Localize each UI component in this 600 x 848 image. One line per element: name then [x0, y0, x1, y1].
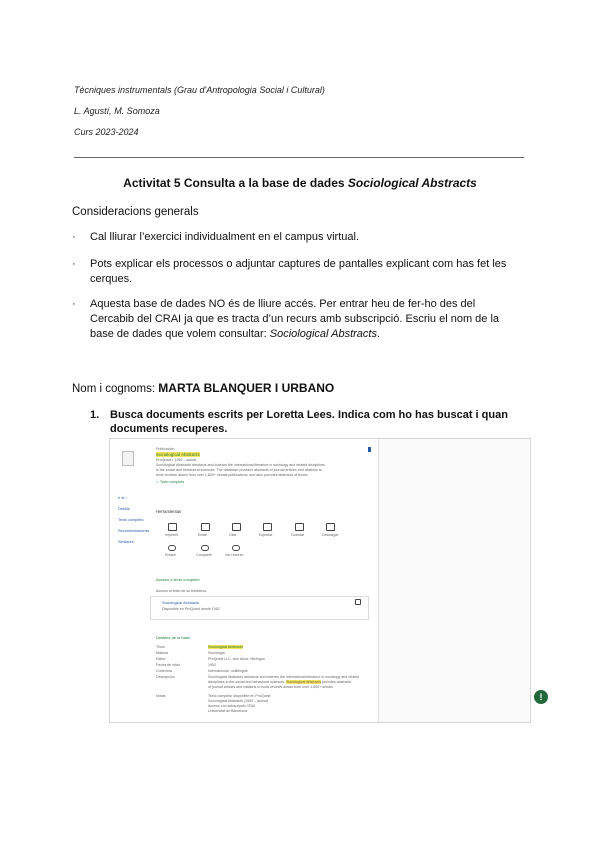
download-icon[interactable]	[326, 523, 335, 531]
export-icon[interactable]	[263, 523, 272, 531]
title-db: Sociological Abstracts	[347, 176, 477, 190]
side-link[interactable]: Similares	[118, 540, 134, 544]
print-icon[interactable]	[168, 523, 177, 531]
email-icon[interactable]	[201, 523, 210, 531]
link-icon[interactable]	[201, 545, 209, 551]
header-year: Curs 2023-2024	[74, 127, 139, 137]
document-icon	[122, 451, 134, 466]
right-panel	[378, 439, 529, 722]
view-icon[interactable]	[232, 545, 240, 551]
share-icon[interactable]	[168, 545, 176, 551]
db-link[interactable]: Sociological Abstracts	[156, 452, 200, 457]
tools-label: Herramientas	[156, 509, 182, 514]
search-screenshot: Publicación Sociological Abstracts ProQuest ▪ 1952 – actual Sociological Abstracts abstracts and indexes the international literature in sociology and related disciplines in the social and behavioral sciences. The database provides abstracts of journal articles and citations to book reviews drawn from over 1,800+ serials publications, and also provides abstracts of books ✓ Texto completo Ir al ↑ Detalls Texto completo Recomendaciones Similares Herramientas Imprimir Email Citar Exportar Guardar Descargar Enlace Compartir Ver recurso Acceso a texto completo Acceso al texto de su biblioteca Sociological Abstracts Disponible en ProQuest desde 1952 Detalles de la base Título Sociological Abstracts Materia Sociología Editor ProQuest LLC, Ann Arbor, Michigan Fecha de inicio 1952 Cobertura Internacional, multilingüe Descripción Sociological Abstracts abstracts and indexes the international literature in sociology and related disciplines in the social and behavioral sciences. Sociological Abstracts provides abstracts of journal articles and citations to book reviews drawn from over 1,800+ serials Notas Texto completo disponible en ProQuest Sociological Abstracts (1952 – actual) Acceso con subscripció CRAI Universitat de Barcelona	[109, 438, 531, 723]
bullet-marker: ·	[72, 258, 76, 270]
bullet-text: Pots explicar els processos o adjuntar captures de pantalles explicant com has fet les cerques.	[90, 258, 507, 285]
header-authors: L. Agustí, M. Somoza	[74, 106, 160, 116]
bullet-3-body: Aquesta base de dades NO és de lliure accés. Per entrar heu de fer-ho des del Cercabib del CRAI ja que es tracta d’un recurs amb subscripció. Escriu el nom de la base de dades que volem consultar:	[90, 298, 500, 340]
side-link[interactable]: Recomendaciones	[118, 529, 150, 533]
question-text: Busca documents escrits per Loretta Lees. Indica com ho has buscat i quan documents recuperes.	[110, 409, 508, 435]
bullet-marker: ·	[72, 231, 76, 243]
bullet-text: Cal lliurar l’exercici individualment en el campus virtual.	[90, 231, 359, 243]
side-link[interactable]: Texto completo	[118, 518, 144, 522]
bullet-marker: ·	[72, 298, 76, 310]
bullet-3-period: .	[376, 328, 381, 340]
cite-icon[interactable]	[232, 523, 241, 531]
header-divider	[74, 157, 524, 158]
question-number: 1.	[90, 409, 100, 421]
considerations-heading: Consideracions generals	[72, 206, 199, 218]
side-link[interactable]: Ir al ↑	[118, 496, 128, 500]
side-link[interactable]: Detalls	[118, 507, 130, 511]
student-name: MARTA BLANQUER I URBANO	[158, 381, 335, 395]
feedback-icon[interactable]: !	[534, 690, 548, 704]
bullet-text	[90, 297, 520, 342]
bookmark-icon[interactable]	[368, 447, 371, 452]
title-prefix: Activitat 5 Consulta a la base de dades	[123, 176, 348, 190]
save-icon[interactable]	[295, 523, 304, 531]
external-link-icon[interactable]	[355, 599, 361, 605]
bullet-3-db: Sociological Abstracts	[269, 328, 377, 340]
header-course: Tècniques instrumentals (Grau d'Antropologia Social i Cultural)	[74, 85, 325, 95]
student-label: Nom i cognoms:	[72, 383, 159, 395]
page-title	[0, 176, 600, 190]
student-name-line	[72, 381, 334, 395]
